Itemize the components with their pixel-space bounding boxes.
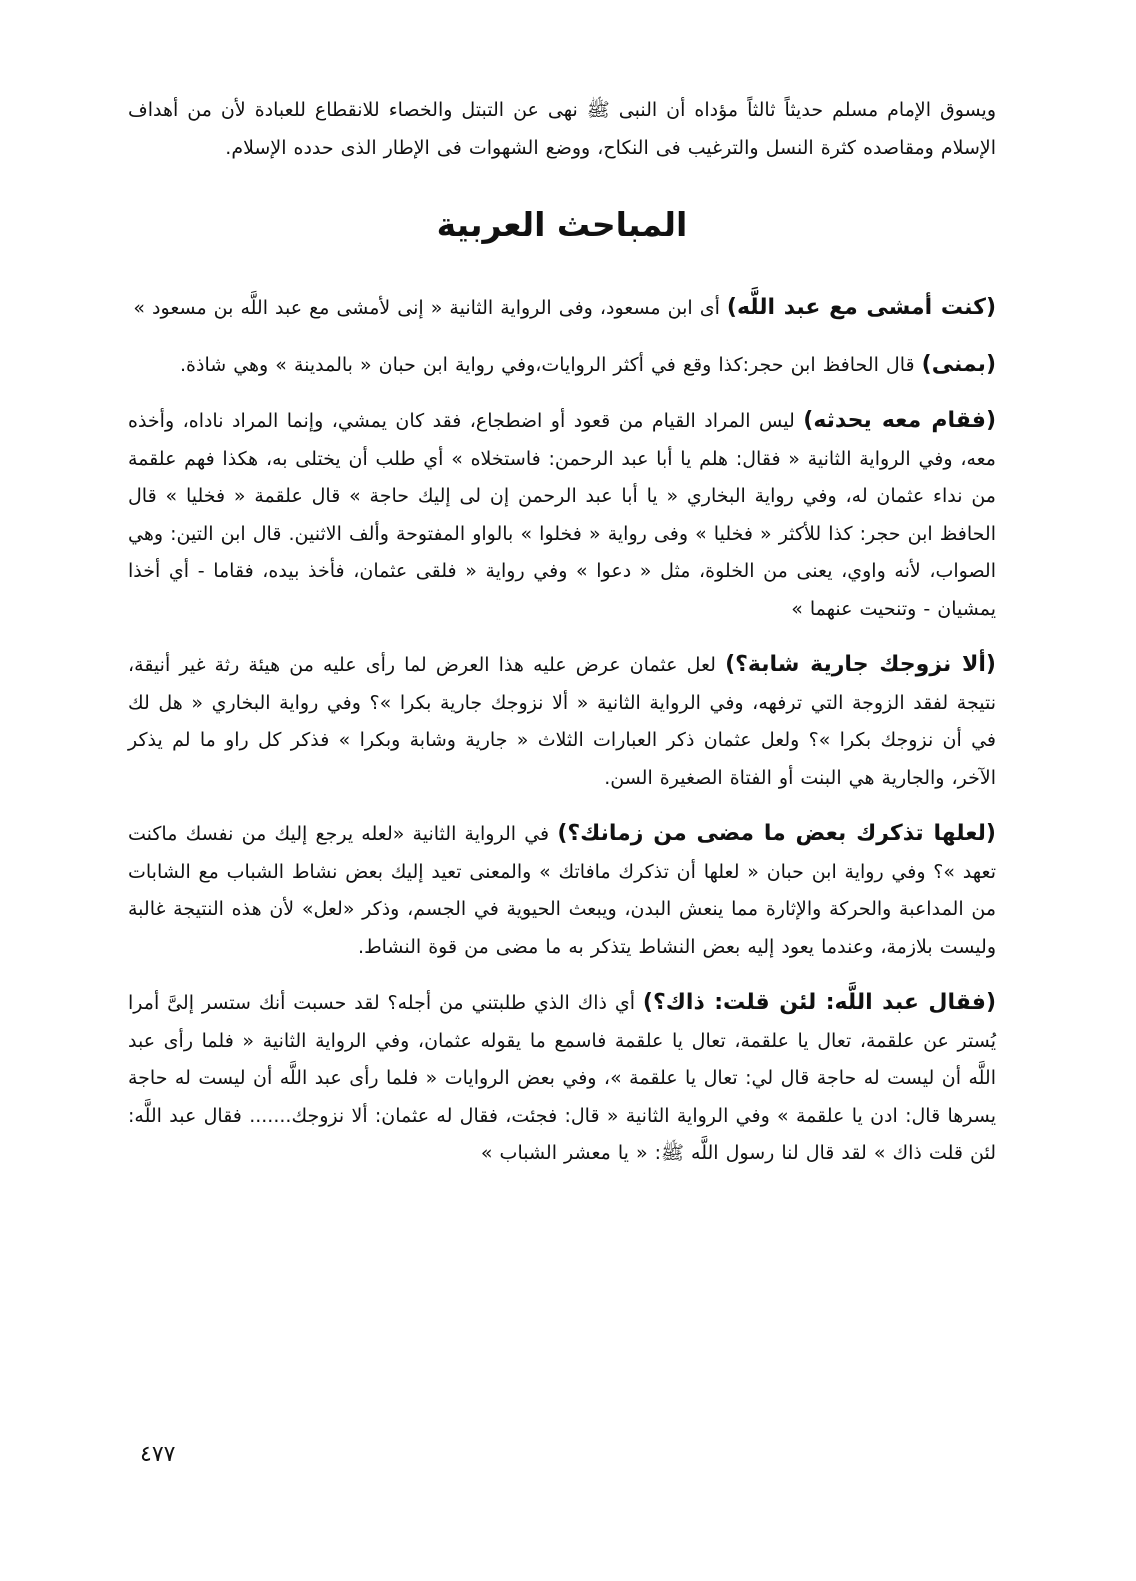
- entry-text: أي ذاك الذي طلبتني من أجله؟ لقد حسبت أنك ستسر إلىَّ أمرا يُستر عن علقمة، تعال يا علقمة، تعال يا علقمة فاسمع ما يقوله عثمان، وفي الرواية الثانية « فلما رأى عبد اللَّه أن ليست له حاجة قال لي: تعال يا علقمة »، وفي بعض الروايات « فلما رأى عبد اللَّه أن ليست له حاجة يسرها قال: ادن يا علقمة » وفي الرواية الثانية « قال: فجئت، فقال له عثمان: ألا نزوجك....... فقال عبد اللَّه: لئن قلت ذاك » لقد قال لنا رسول اللَّه ﷺ: « يا معشر الشباب »: [128, 992, 996, 1164]
- entry-text: أى ابن مسعود، وفى الرواية الثانية « إنى لأمشى مع عبد اللَّه بن مسعود »: [133, 297, 727, 319]
- entry-lemma: (بمنى): [921, 351, 996, 377]
- entry-paragraph: [128, 646, 996, 797]
- entry-text: لعل عثمان عرض عليه هذا العرض لما رأى عليه من هيئة رثة غير أنيقة، نتيجة لفقد الزوجة التي ترفهه، وفي الرواية الثانية « ألا نزوجك جارية بكرا »؟ وفي رواية البخاري « هل لك في أن نزوجك بكرا »؟ ولعل عثمان ذكر العبارات الثلاث « جارية وشابة وبكرا » فذكر كل راو ما لم يذكر الآخر، والجارية هي البنت أو الفتاة الصغيرة السن.: [128, 654, 996, 789]
- entry-text: قال الحافظ ابن حجر:كذا وقع في أكثر الروايات،وفي رواية ابن حبان « بالمدينة » وهي شاذة.: [180, 353, 922, 376]
- entry-lemma: (ألا نزوجك جارية شابة؟): [725, 652, 996, 677]
- entry-paragraph: [128, 984, 996, 1173]
- entry-lemma: (كنت أمشى مع عبد اللَّه): [726, 295, 996, 320]
- section-title: المباحث العربية: [436, 205, 688, 244]
- page-number: ٤٧٧: [140, 1442, 176, 1467]
- entry-text: ليس المراد القيام من قعود أو اضطجاع، فقد كان يمشي، وإنما المراد ناداه، وأخذه معه، وفي الرواية الثانية « فقال: هلم يا أبا عبد الرحمن: فاستخلاه » أي طلب أن يختلى به، هكذا فهم علقمة من نداء عثمان له، وفي رواية البخاري « يا أبا عبد الرحمن إن لى إليك حاجة » قال علقمة « فخليا » قال الحافظ ابن حجر: كذا للأكثر « فخليا » وفى رواية « فخلوا » بالواو المفتوحة وألف الاثنين. قال ابن التين: وهي الصواب، لأنه واوي، يعنى من الخلوة، مثل « دعوا » وفي رواية « فلقى عثمان، فأخذ بيده، فقاما - أي أخذا يمشيان - وتنحيت عنهما »: [128, 410, 996, 620]
- entry-lemma: (لعلها تذكرك بعض ما مضى من زمانك؟): [557, 821, 996, 846]
- document-page: [128, 92, 996, 1191]
- entry-lemma: (فقام معه يحدثه): [803, 408, 996, 433]
- entry-paragraph: [128, 289, 996, 328]
- intro-paragraph: ويسوق الإمام مسلم حديثاً ثالثاً مؤداه أن النبى ﷺ نهى عن التبتل والخصاء للانقطاع للعبادة لأن من أهداف الإسلام ومقاصده كثرة النسل والترغيب فى النكاح، ووضع الشهوات فى الإطار الذى حدده الإسلام.: [128, 99, 996, 159]
- entry-paragraph: [128, 815, 996, 966]
- entry-text: في الرواية الثانية «لعله يرجع إليك من نفسك ماكنت تعهد »؟ وفي رواية ابن حبان « لعلها أن تذكرك مافاتك » والمعنى تعيد إليك بعض نشاط الشباب مع الشابات من المداعبة والحركة والإثارة مما ينعش البدن، ويبعث الحيوية في الجسم، وذكر «لعل» لأن هذه النتيجة غالبة وليست بلازمة، وعندما يعود إليه بعض النشاط يتذكر به ما مضى من قوة النشاط.: [128, 823, 996, 958]
- entry-paragraph: [128, 402, 996, 628]
- entry-lemma: (فقال عبد اللَّه: لئن قلت: ذاك؟): [642, 990, 997, 1015]
- entry-paragraph: [128, 346, 996, 385]
